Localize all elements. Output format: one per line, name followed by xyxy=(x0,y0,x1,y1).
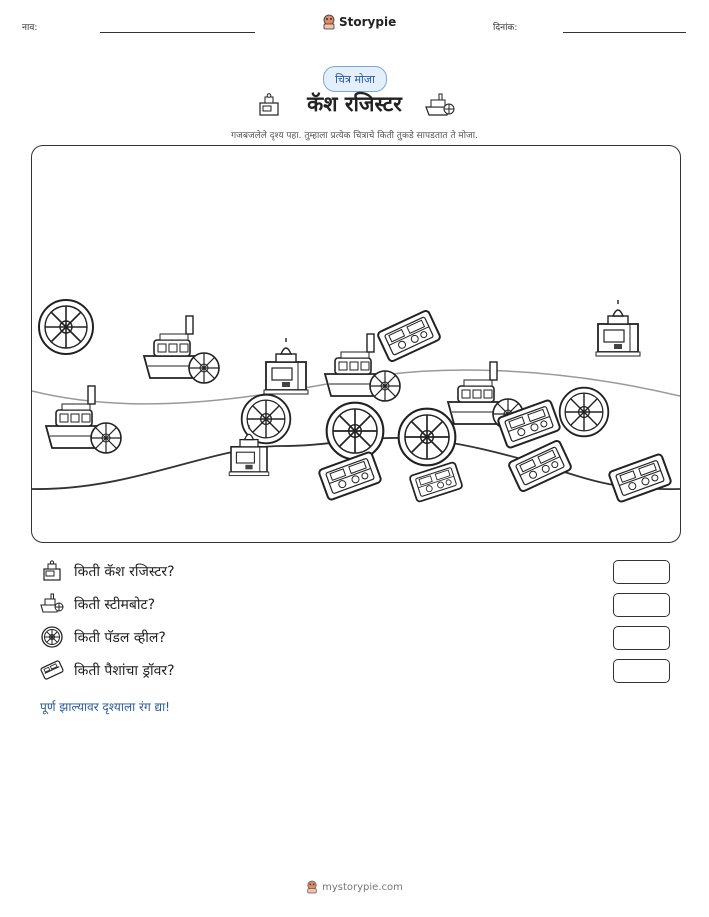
paddle-wheel-icon xyxy=(40,625,64,649)
storypie-mascot-icon xyxy=(306,880,318,894)
cash-register xyxy=(264,338,308,394)
date-field[interactable] xyxy=(563,32,686,33)
name-label: नाव: xyxy=(22,23,38,33)
paddle-wheel xyxy=(327,403,384,460)
answer-box[interactable] xyxy=(613,626,670,650)
brand-logo xyxy=(322,14,396,30)
question-text: किती पैशांचा ड्रॉवर? xyxy=(74,662,175,679)
coloring-note: पूर्ण झाल्यावर दृश्याला रंग द्या! xyxy=(40,700,170,714)
cash-drawer xyxy=(377,310,441,363)
answer-box[interactable] xyxy=(613,659,670,683)
storypie-mascot-icon xyxy=(322,14,336,30)
answer-box[interactable] xyxy=(613,593,670,617)
steamboat-icon xyxy=(40,592,64,616)
cash-register xyxy=(596,300,640,356)
cash-drawer xyxy=(318,451,382,500)
question-text: किती पॅडल व्हील? xyxy=(74,629,166,646)
footer-url[interactable]: mystorypie.com xyxy=(322,881,403,893)
question-row xyxy=(40,657,175,683)
date-label: दिनांक: xyxy=(493,23,518,33)
footer xyxy=(0,880,709,894)
activity-badge: चित्र मोजा xyxy=(323,66,387,92)
question-row xyxy=(40,624,166,650)
paddle-wheel xyxy=(560,388,609,437)
question-text: किती स्टीमबोट? xyxy=(74,596,156,613)
cash-drawer xyxy=(508,440,572,493)
steamboat-icon xyxy=(424,92,456,118)
cash-drawer-icon xyxy=(40,658,64,682)
answer-box[interactable] xyxy=(613,560,670,584)
page-title: कॅश रजिस्टर xyxy=(307,92,402,116)
brand-name: Storypie xyxy=(339,15,397,29)
instructions: गजबजलेले दृश्य पहा. तुम्हाला प्रत्येक चित्राचे किती तुकडे सापडतात ते मोजा. xyxy=(231,131,478,141)
steamboat xyxy=(144,316,219,383)
cash-drawer xyxy=(409,462,463,503)
name-field[interactable] xyxy=(100,32,255,33)
paddle-wheel xyxy=(399,409,456,466)
counting-scene xyxy=(31,145,681,543)
question-row xyxy=(40,591,155,617)
question-text: किती कॅश रजिस्टर? xyxy=(74,563,175,580)
question-row xyxy=(40,558,175,584)
cash-drawer xyxy=(608,453,672,502)
cash-register-icon xyxy=(40,559,64,583)
paddle-wheel xyxy=(39,300,93,354)
